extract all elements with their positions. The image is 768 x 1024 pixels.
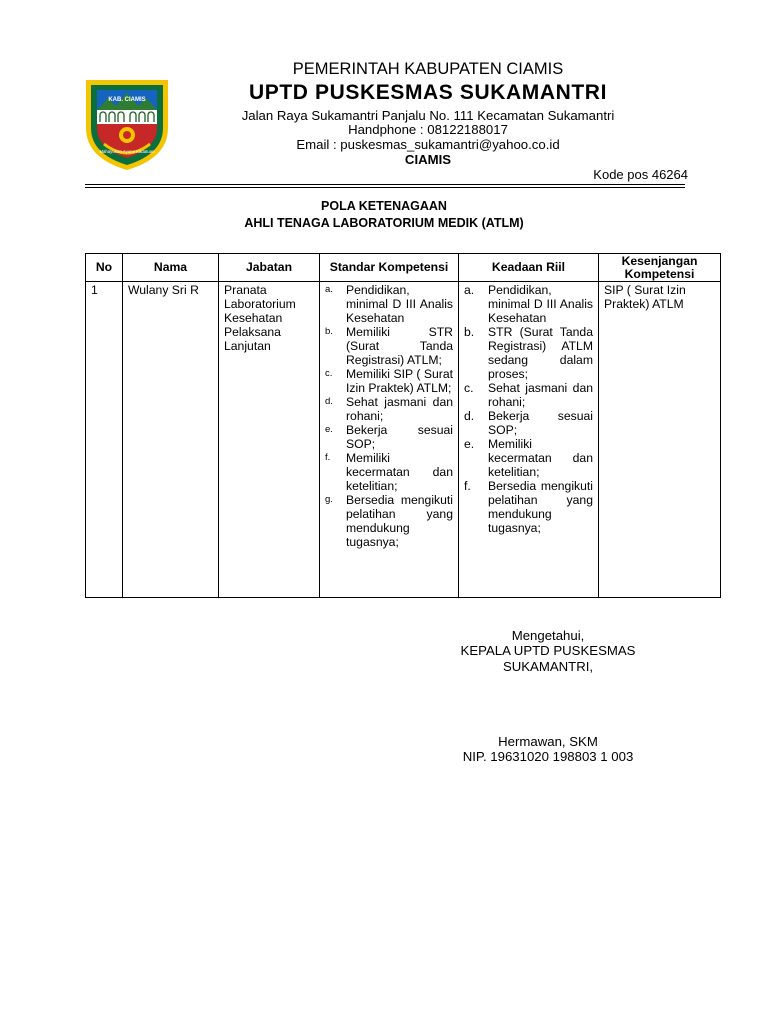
header-kesenjangan-kompetensi: Kesenjangan Kompetensi	[599, 254, 721, 282]
list-item-text: Sehat jasmani dan rohani;	[346, 395, 453, 423]
signature-acknowledged: Mengetahui,	[511, 628, 585, 643]
list-item	[325, 451, 453, 493]
list-item-text: Memiliki kecermatan dan ketelitian;	[346, 451, 453, 493]
list-item	[325, 423, 453, 451]
list-item-marker: b.	[464, 325, 475, 339]
cell-standar-kompetensi	[320, 282, 459, 598]
list-item-marker: b.	[325, 326, 333, 337]
list-item-text: Pendidikan, minimal D III Analis Kesehatan	[488, 283, 593, 325]
signature-position-2: SUKAMANTRI,	[502, 659, 594, 674]
document-title: POLA KETENAGAAN	[321, 199, 447, 213]
staffing-table	[85, 253, 721, 598]
list-item-text: Memiliki SIP ( Surat Izin Praktek) ATLM;	[346, 367, 453, 395]
cell-kesenjangan: SIP ( Surat Izin Praktek) ATLM	[599, 282, 721, 598]
signature-name: Hermawan, SKM	[498, 734, 598, 749]
list-item-marker: g.	[325, 494, 333, 505]
list-item	[464, 381, 593, 409]
cell-nama: Wulany Sri R	[123, 282, 219, 598]
letterhead-government: PEMERINTAH KABUPATEN CIAMIS	[292, 60, 564, 78]
keadaan-riil-list	[464, 283, 593, 535]
list-item-text: Pendidikan, minimal D III Analis Kesehatan	[346, 283, 453, 325]
list-item-text: Memiliki STR (Surat Tanda Registrasi) ATLM;	[346, 325, 453, 367]
list-item-text: Memiliki kecermatan dan ketelitian;	[488, 437, 593, 479]
logo-motto: Mahayunan Ayuna Kadatuan	[99, 149, 155, 154]
list-item-marker: e.	[325, 424, 333, 435]
list-item	[325, 493, 453, 549]
header-jabatan: Jabatan	[219, 254, 320, 282]
list-item-marker: e.	[464, 437, 475, 451]
list-item	[325, 395, 453, 423]
header-nama: Nama	[123, 254, 219, 282]
list-item	[464, 409, 593, 437]
letterhead-rule-bottom	[85, 187, 685, 188]
list-item-text: Bekerja sesuai SOP;	[488, 409, 593, 437]
list-item	[464, 479, 593, 535]
list-item-marker: f.	[325, 452, 331, 463]
list-item-marker: d.	[464, 409, 475, 423]
list-item-text: Bersedia mengikuti pelatihan yang mendukung tugasnya;	[488, 479, 593, 535]
letterhead-phone: Handphone : 08122188017	[348, 122, 508, 137]
logo-top-text: KAB. CIAMIS	[108, 97, 146, 103]
list-item	[325, 325, 453, 367]
list-item	[464, 325, 593, 381]
document-subtitle: AHLI TENAGA LABORATORIUM MEDIK (ATLM)	[244, 216, 524, 230]
letterhead-city: CIAMIS	[404, 152, 452, 167]
list-item-marker: a.	[464, 283, 475, 297]
cell-jabatan: Pranata Laboratorium Kesehatan Pelaksana Lanjutan	[219, 282, 320, 598]
table-row	[86, 282, 721, 598]
header-no: No	[86, 254, 123, 282]
list-item-text: Bekerja sesuai SOP;	[346, 423, 453, 451]
list-item-marker: c.	[325, 368, 333, 379]
list-item	[325, 283, 453, 325]
letterhead-email: Email : puskesmas_sukamantri@yahoo.co.id	[296, 137, 560, 152]
cell-keadaan-riil	[459, 282, 599, 598]
list-item-marker: a.	[325, 284, 333, 295]
kabupaten-ciamis-logo	[82, 76, 172, 172]
letterhead-rule-top	[85, 184, 685, 185]
signature-nip: NIP. 19631020 198803 1 003	[462, 749, 634, 764]
list-item-marker: d.	[325, 396, 333, 407]
table-header-row	[86, 254, 721, 282]
header-keadaan-riil: Keadaan Riil	[459, 254, 599, 282]
list-item-text: Sehat jasmani dan rohani;	[488, 381, 593, 409]
list-item	[464, 437, 593, 479]
cell-no: 1	[86, 282, 123, 598]
list-item	[325, 367, 453, 395]
letterhead-postcode: Kode pos 46264	[593, 167, 688, 182]
standar-kompetensi-list	[325, 283, 453, 549]
letterhead-organization: UPTD PUSKESMAS SUKAMANTRI	[248, 81, 607, 104]
letterhead-address: Jalan Raya Sukamantri Panjalu No. 111 Kecamatan Sukamantri	[241, 108, 615, 123]
list-item-text: STR (Surat Tanda Registrasi) ATLM sedang dalam proses;	[488, 325, 593, 381]
list-item-marker: f.	[464, 479, 471, 493]
list-item-marker: c.	[464, 381, 474, 395]
list-item	[464, 283, 593, 325]
signature-position: KEPALA UPTD PUSKESMAS	[460, 643, 636, 658]
header-standar-kompetensi: Standar Kompetensi	[320, 254, 459, 282]
list-item-text: Bersedia mengikuti pelatihan yang mendukung tugasnya;	[346, 493, 453, 549]
